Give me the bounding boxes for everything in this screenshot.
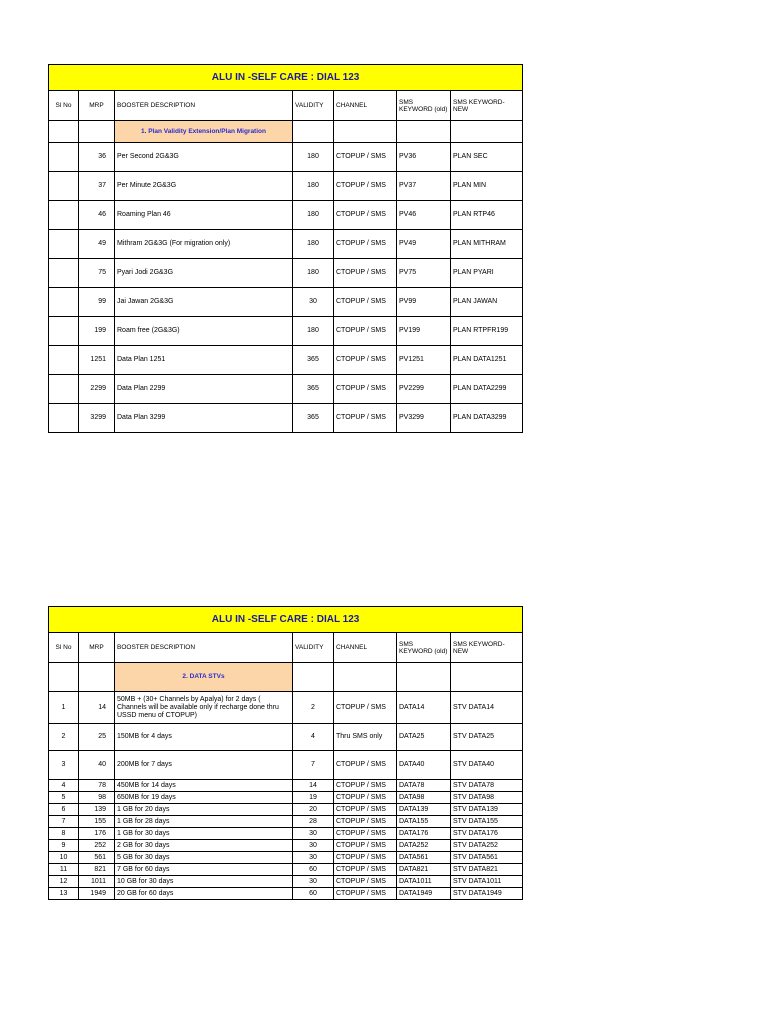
cell-sl-no	[49, 288, 79, 317]
cell-booster-description: Data Plan 3299	[115, 404, 293, 433]
cell-booster-description: Per Minute 2G&3G	[115, 172, 293, 201]
cell-booster-description: Pyari Jodi 2G&3G	[115, 259, 293, 288]
cell-channel: CTOPUP / SMS	[334, 804, 397, 816]
cell-mrp: 98	[79, 792, 115, 804]
header-sl-no: Sl No	[49, 91, 79, 121]
cell-sms-keyword-new: PLAN PYARI	[451, 259, 523, 288]
cell-sl-no: 8	[49, 828, 79, 840]
cell-mrp: 821	[79, 864, 115, 876]
cell-mrp: 99	[79, 288, 115, 317]
cell-sl-no	[49, 201, 79, 230]
cell-validity: 30	[293, 828, 334, 840]
cell-mrp: 139	[79, 804, 115, 816]
cell-channel: CTOPUP / SMS	[334, 840, 397, 852]
cell-booster-description: 200MB for 7 days	[115, 751, 293, 780]
cell-sms-keyword-old: PV1251	[397, 346, 451, 375]
header-booster-description: BOOSTER DESCRIPTION	[115, 633, 293, 663]
cell-channel: CTOPUP / SMS	[334, 816, 397, 828]
cell-validity: 30	[293, 840, 334, 852]
cell-booster-description: Data Plan 1251	[115, 346, 293, 375]
cell-mrp: 1949	[79, 888, 115, 900]
header-validity: VALIDITY	[293, 91, 334, 121]
table-title: ALU IN -SELF CARE : DIAL 123	[49, 65, 523, 91]
cell-validity: 30	[293, 852, 334, 864]
cell-sms-keyword-old: PV99	[397, 288, 451, 317]
cell-validity: 365	[293, 346, 334, 375]
cell-sl-no	[49, 172, 79, 201]
cell-channel: CTOPUP / SMS	[334, 201, 397, 230]
cell-channel: CTOPUP / SMS	[334, 852, 397, 864]
table-row	[49, 288, 523, 317]
cell-validity: 180	[293, 230, 334, 259]
cell-booster-description: Jai Jawan 2G&3G	[115, 288, 293, 317]
cell-sms-keyword-old: PV36	[397, 143, 451, 172]
cell-channel: CTOPUP / SMS	[334, 888, 397, 900]
cell-validity: 14	[293, 780, 334, 792]
cell-validity: 180	[293, 143, 334, 172]
table-row	[49, 346, 523, 375]
cell-sms-keyword-new: PLAN DATA3299	[451, 404, 523, 433]
cell-booster-description: 150MB for 4 days	[115, 724, 293, 751]
cell-validity: 60	[293, 864, 334, 876]
cell-sms-keyword-new: STV DATA176	[451, 828, 523, 840]
cell-booster-description: 7 GB for 60 days	[115, 864, 293, 876]
cell-validity: 180	[293, 201, 334, 230]
cell-sms-keyword-new: PLAN DATA2299	[451, 375, 523, 404]
cell-mrp: 78	[79, 780, 115, 792]
cell-channel: CTOPUP / SMS	[334, 876, 397, 888]
cell-sms-keyword-old: DATA561	[397, 852, 451, 864]
cell-validity: 60	[293, 888, 334, 900]
cell-sms-keyword-new: PLAN MIN	[451, 172, 523, 201]
cell-mrp: 49	[79, 230, 115, 259]
cell-booster-description: Mithram 2G&3G (For migration only)	[115, 230, 293, 259]
cell-channel: CTOPUP / SMS	[334, 317, 397, 346]
cell-mrp: 40	[79, 751, 115, 780]
plan-validity-table	[48, 64, 523, 433]
cell-booster-description: 20 GB for 60 days	[115, 888, 293, 900]
cell-sms-keyword-new: PLAN SEC	[451, 143, 523, 172]
cell-sms-keyword-new: PLAN RTPFR199	[451, 317, 523, 346]
header-channel: CHANNEL	[334, 633, 397, 663]
cell-mrp: 1251	[79, 346, 115, 375]
cell-mrp: 75	[79, 259, 115, 288]
table-title: ALU IN -SELF CARE : DIAL 123	[49, 607, 523, 633]
header-validity: VALIDITY	[293, 633, 334, 663]
cell-mrp: 176	[79, 828, 115, 840]
cell-sms-keyword-old: PV49	[397, 230, 451, 259]
cell-sms-keyword-old: DATA821	[397, 864, 451, 876]
table-row	[49, 804, 523, 816]
cell-sms-keyword-old: PV3299	[397, 404, 451, 433]
cell-booster-description: 1 GB for 28 days	[115, 816, 293, 828]
cell-sms-keyword-old: PV2299	[397, 375, 451, 404]
cell-sms-keyword-old: DATA25	[397, 724, 451, 751]
cell-sl-no: 13	[49, 888, 79, 900]
table-row	[49, 780, 523, 792]
cell-mrp: 37	[79, 172, 115, 201]
cell-booster-description: 450MB for 14 days	[115, 780, 293, 792]
cell-sl-no: 9	[49, 840, 79, 852]
cell-channel: CTOPUP / SMS	[334, 792, 397, 804]
cell-validity: 180	[293, 317, 334, 346]
header-channel: CHANNEL	[334, 91, 397, 121]
cell-booster-description: 1 GB for 30 days	[115, 828, 293, 840]
table-row	[49, 876, 523, 888]
cell-sms-keyword-old: DATA1949	[397, 888, 451, 900]
table-row	[49, 317, 523, 346]
cell-validity: 2	[293, 692, 334, 724]
cell-booster-description: Roam free (2G&3G)	[115, 317, 293, 346]
cell-sms-keyword-new: STV DATA78	[451, 780, 523, 792]
cell-channel: CTOPUP / SMS	[334, 404, 397, 433]
cell-sms-keyword-new: PLAN MITHRAM	[451, 230, 523, 259]
table-row	[49, 888, 523, 900]
cell-sl-no: 10	[49, 852, 79, 864]
cell-sl-no	[49, 317, 79, 346]
cell-validity: 30	[293, 876, 334, 888]
cell-sl-no: 5	[49, 792, 79, 804]
table-row	[49, 404, 523, 433]
cell-channel: CTOPUP / SMS	[334, 346, 397, 375]
cell-sms-keyword-new: STV DATA252	[451, 840, 523, 852]
cell-sl-no	[49, 143, 79, 172]
cell-channel: CTOPUP / SMS	[334, 288, 397, 317]
cell-validity: 19	[293, 792, 334, 804]
cell-sms-keyword-new: PLAN RTP46	[451, 201, 523, 230]
cell-mrp: 1011	[79, 876, 115, 888]
cell-sms-keyword-new: STV DATA561	[451, 852, 523, 864]
cell-sl-no: 4	[49, 780, 79, 792]
cell-sl-no: 12	[49, 876, 79, 888]
cell-sms-keyword-new: STV DATA1011	[451, 876, 523, 888]
cell-mrp: 36	[79, 143, 115, 172]
table-row	[49, 201, 523, 230]
table-row	[49, 230, 523, 259]
header-sms-keyword-old: SMS KEYWORD (old)	[397, 633, 451, 663]
cell-sms-keyword-old: PV199	[397, 317, 451, 346]
cell-booster-description: 1 GB for 20 days	[115, 804, 293, 816]
table-row	[49, 143, 523, 172]
table-row	[49, 259, 523, 288]
cell-sms-keyword-new: STV DATA25	[451, 724, 523, 751]
header-mrp: MRP	[79, 91, 115, 121]
cell-channel: CTOPUP / SMS	[334, 172, 397, 201]
cell-sms-keyword-old: DATA14	[397, 692, 451, 724]
cell-validity: 28	[293, 816, 334, 828]
cell-sl-no	[49, 230, 79, 259]
cell-validity: 20	[293, 804, 334, 816]
table-row	[49, 792, 523, 804]
cell-mrp: 252	[79, 840, 115, 852]
table-row	[49, 840, 523, 852]
cell-sms-keyword-new: STV DATA155	[451, 816, 523, 828]
cell-sms-keyword-old: DATA78	[397, 780, 451, 792]
cell-sl-no: 7	[49, 816, 79, 828]
cell-booster-description: 5 GB for 30 days	[115, 852, 293, 864]
cell-validity: 365	[293, 404, 334, 433]
cell-validity: 4	[293, 724, 334, 751]
cell-mrp: 25	[79, 724, 115, 751]
cell-sms-keyword-old: PV37	[397, 172, 451, 201]
cell-channel: CTOPUP / SMS	[334, 780, 397, 792]
cell-mrp: 561	[79, 852, 115, 864]
cell-channel: Thru SMS only	[334, 724, 397, 751]
cell-mrp: 155	[79, 816, 115, 828]
cell-sl-no: 1	[49, 692, 79, 724]
cell-sl-no	[49, 259, 79, 288]
cell-validity: 30	[293, 288, 334, 317]
table-row	[49, 375, 523, 404]
cell-sms-keyword-new: STV DATA40	[451, 751, 523, 780]
cell-mrp: 199	[79, 317, 115, 346]
cell-sl-no: 6	[49, 804, 79, 816]
cell-sms-keyword-old: DATA98	[397, 792, 451, 804]
cell-sl-no: 2	[49, 724, 79, 751]
table-row	[49, 852, 523, 864]
table-row	[49, 172, 523, 201]
cell-sms-keyword-new: STV DATA98	[451, 792, 523, 804]
cell-sms-keyword-new: STV DATA821	[451, 864, 523, 876]
cell-sms-keyword-old: DATA176	[397, 828, 451, 840]
cell-sms-keyword-new: STV DATA14	[451, 692, 523, 724]
cell-sl-no	[49, 346, 79, 375]
cell-sms-keyword-old: DATA155	[397, 816, 451, 828]
header-booster-description: BOOSTER DESCRIPTION	[115, 91, 293, 121]
cell-sms-keyword-new: PLAN DATA1251	[451, 346, 523, 375]
cell-sms-keyword-old: DATA1011	[397, 876, 451, 888]
cell-sms-keyword-old: DATA40	[397, 751, 451, 780]
cell-booster-description: 10 GB for 30 days	[115, 876, 293, 888]
cell-validity: 365	[293, 375, 334, 404]
cell-validity: 7	[293, 751, 334, 780]
header-sms-keyword-new: SMS KEYWORD- NEW	[451, 633, 523, 663]
cell-booster-description: 50MB + (30+ Channels by Apalya) for 2 days ( Channels will be available only if recharge done thru USSD menu of CTOPUP)	[115, 692, 293, 724]
cell-booster-description: Data Plan 2299	[115, 375, 293, 404]
cell-sms-keyword-new: STV DATA1949	[451, 888, 523, 900]
cell-channel: CTOPUP / SMS	[334, 751, 397, 780]
cell-sl-no	[49, 375, 79, 404]
cell-mrp: 3299	[79, 404, 115, 433]
cell-booster-description: 2 GB for 30 days	[115, 840, 293, 852]
cell-booster-description: Per Second 2G&3G	[115, 143, 293, 172]
cell-sms-keyword-old: PV46	[397, 201, 451, 230]
cell-channel: CTOPUP / SMS	[334, 230, 397, 259]
cell-channel: CTOPUP / SMS	[334, 375, 397, 404]
header-sms-keyword-new: SMS KEYWORD- NEW	[451, 91, 523, 121]
cell-validity: 180	[293, 172, 334, 201]
cell-mrp: 46	[79, 201, 115, 230]
cell-validity: 180	[293, 259, 334, 288]
cell-sms-keyword-new: STV DATA139	[451, 804, 523, 816]
table-row	[49, 692, 523, 724]
header-mrp: MRP	[79, 633, 115, 663]
cell-sms-keyword-old: DATA252	[397, 840, 451, 852]
header-sms-keyword-old: SMS KEYWORD (old)	[397, 91, 451, 121]
section-label: 2. DATA STVs	[115, 663, 293, 692]
header-sl-no: Sl No	[49, 633, 79, 663]
section-label: 1. Plan Validity Extension/Plan Migration	[115, 121, 293, 143]
cell-sms-keyword-new: PLAN JAWAN	[451, 288, 523, 317]
cell-channel: CTOPUP / SMS	[334, 864, 397, 876]
table-row	[49, 816, 523, 828]
cell-sms-keyword-old: PV75	[397, 259, 451, 288]
cell-sl-no: 3	[49, 751, 79, 780]
cell-booster-description: 650MB for 19 days	[115, 792, 293, 804]
data-stv-table	[48, 606, 523, 900]
table-row	[49, 828, 523, 840]
table-row	[49, 751, 523, 780]
cell-channel: CTOPUP / SMS	[334, 828, 397, 840]
cell-channel: CTOPUP / SMS	[334, 692, 397, 724]
cell-sl-no: 11	[49, 864, 79, 876]
cell-sl-no	[49, 404, 79, 433]
cell-channel: CTOPUP / SMS	[334, 143, 397, 172]
cell-booster-description: Roaming Plan 46	[115, 201, 293, 230]
table-row	[49, 864, 523, 876]
cell-mrp: 14	[79, 692, 115, 724]
cell-sms-keyword-old: DATA139	[397, 804, 451, 816]
cell-channel: CTOPUP / SMS	[334, 259, 397, 288]
cell-mrp: 2299	[79, 375, 115, 404]
table-row	[49, 724, 523, 751]
